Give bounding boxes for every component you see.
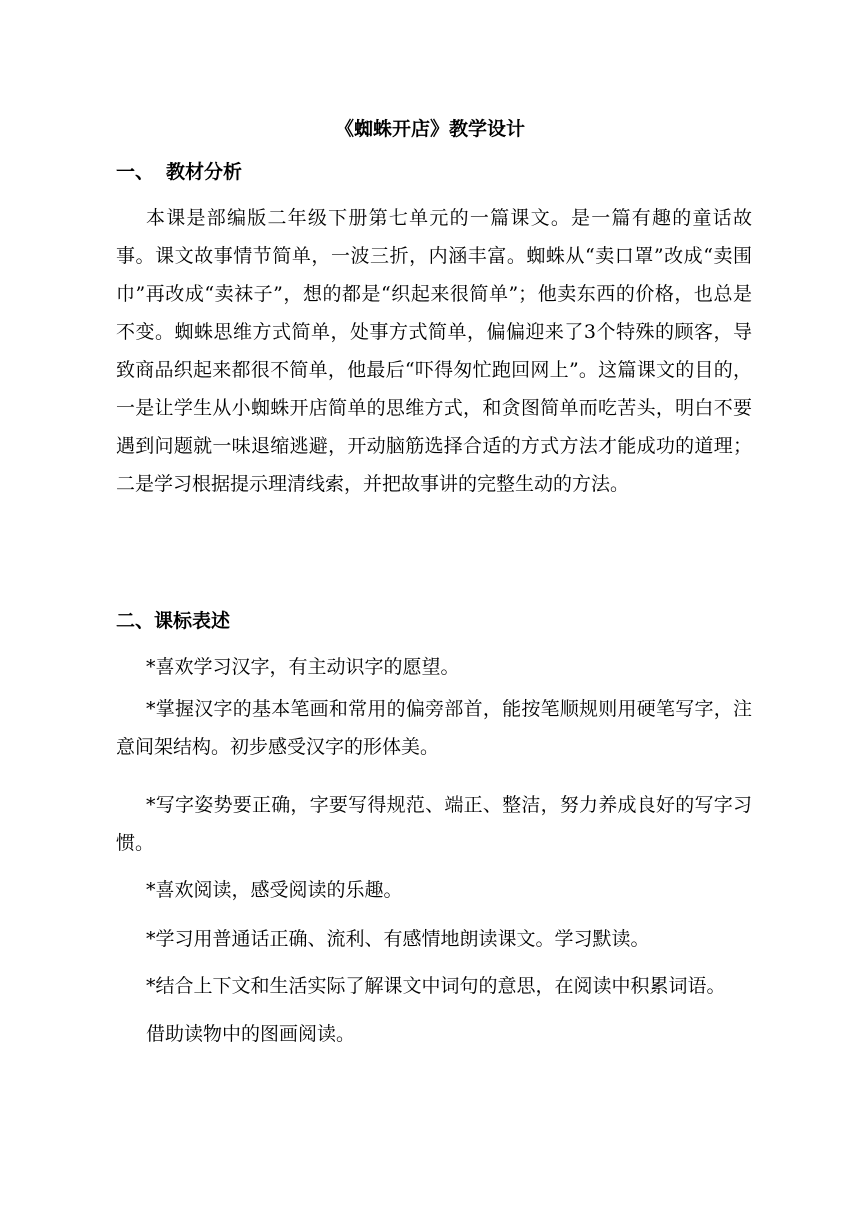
document-title: 《蜘蛛开店》教学设计 xyxy=(334,118,525,140)
section-title-1: 教材分析 xyxy=(166,161,243,183)
standard-item-5: *学习用普通话正确、流利、有感情地朗读课文。学习默读。 xyxy=(146,928,650,950)
standard-item-6: *结合上下文和生活实际了解课文中词句的意思，在阅读中积累词语。 xyxy=(146,975,726,997)
standard-item-4: *喜欢阅读，感受阅读的乐趣。 xyxy=(146,879,403,901)
standard-item-2: *掌握汉字的基本笔画和常用的偏旁部首，能按笔顺规则用硬笔写字，注意间架结构。初步感受汉字的形体美。 xyxy=(116,698,752,758)
standard-item-3: *写字姿势要正确，字要写得规范、端正、整洁，努力养成良好的写字习惯。 xyxy=(116,794,752,854)
section-number-1: 一、 xyxy=(116,161,155,183)
section-heading-2: 二、课标表述 xyxy=(116,610,231,632)
section-heading-1 xyxy=(116,159,242,185)
standard-item-7: 借助读物中的图画阅读。 xyxy=(146,1023,356,1045)
standard-item-1: *喜欢学习汉字，有主动识字的愿望。 xyxy=(146,656,460,678)
textbook-analysis-paragraph: 本课是部编版二年级下册第七单元的一篇课文。是一篇有趣的童话故事。课文故事情节简单，一波三折，内涵丰富。蜘蛛从“卖口罩”改成“卖围巾”再改成“卖袜子”，想的都是“织起来很简单”；他卖东西的价格，也总是不变。蜘蛛思维方式简单，处事方式简单，偏偏迎来了3个特殊的顾客，导致商品织起来都很不简单，他最后“吓得匆忙跑回网上”。这篇课文的目的，一是让学生从小蜘蛛开店简单的思维方式，和贪图简单而吃苦头，明白不要遇到问题就一味退缩逃避，开动脑筋选择合适的方式方法才能成功的道理；二是学习根据提示理清线索，并把故事讲的完整生动的方法。 xyxy=(116,207,752,495)
